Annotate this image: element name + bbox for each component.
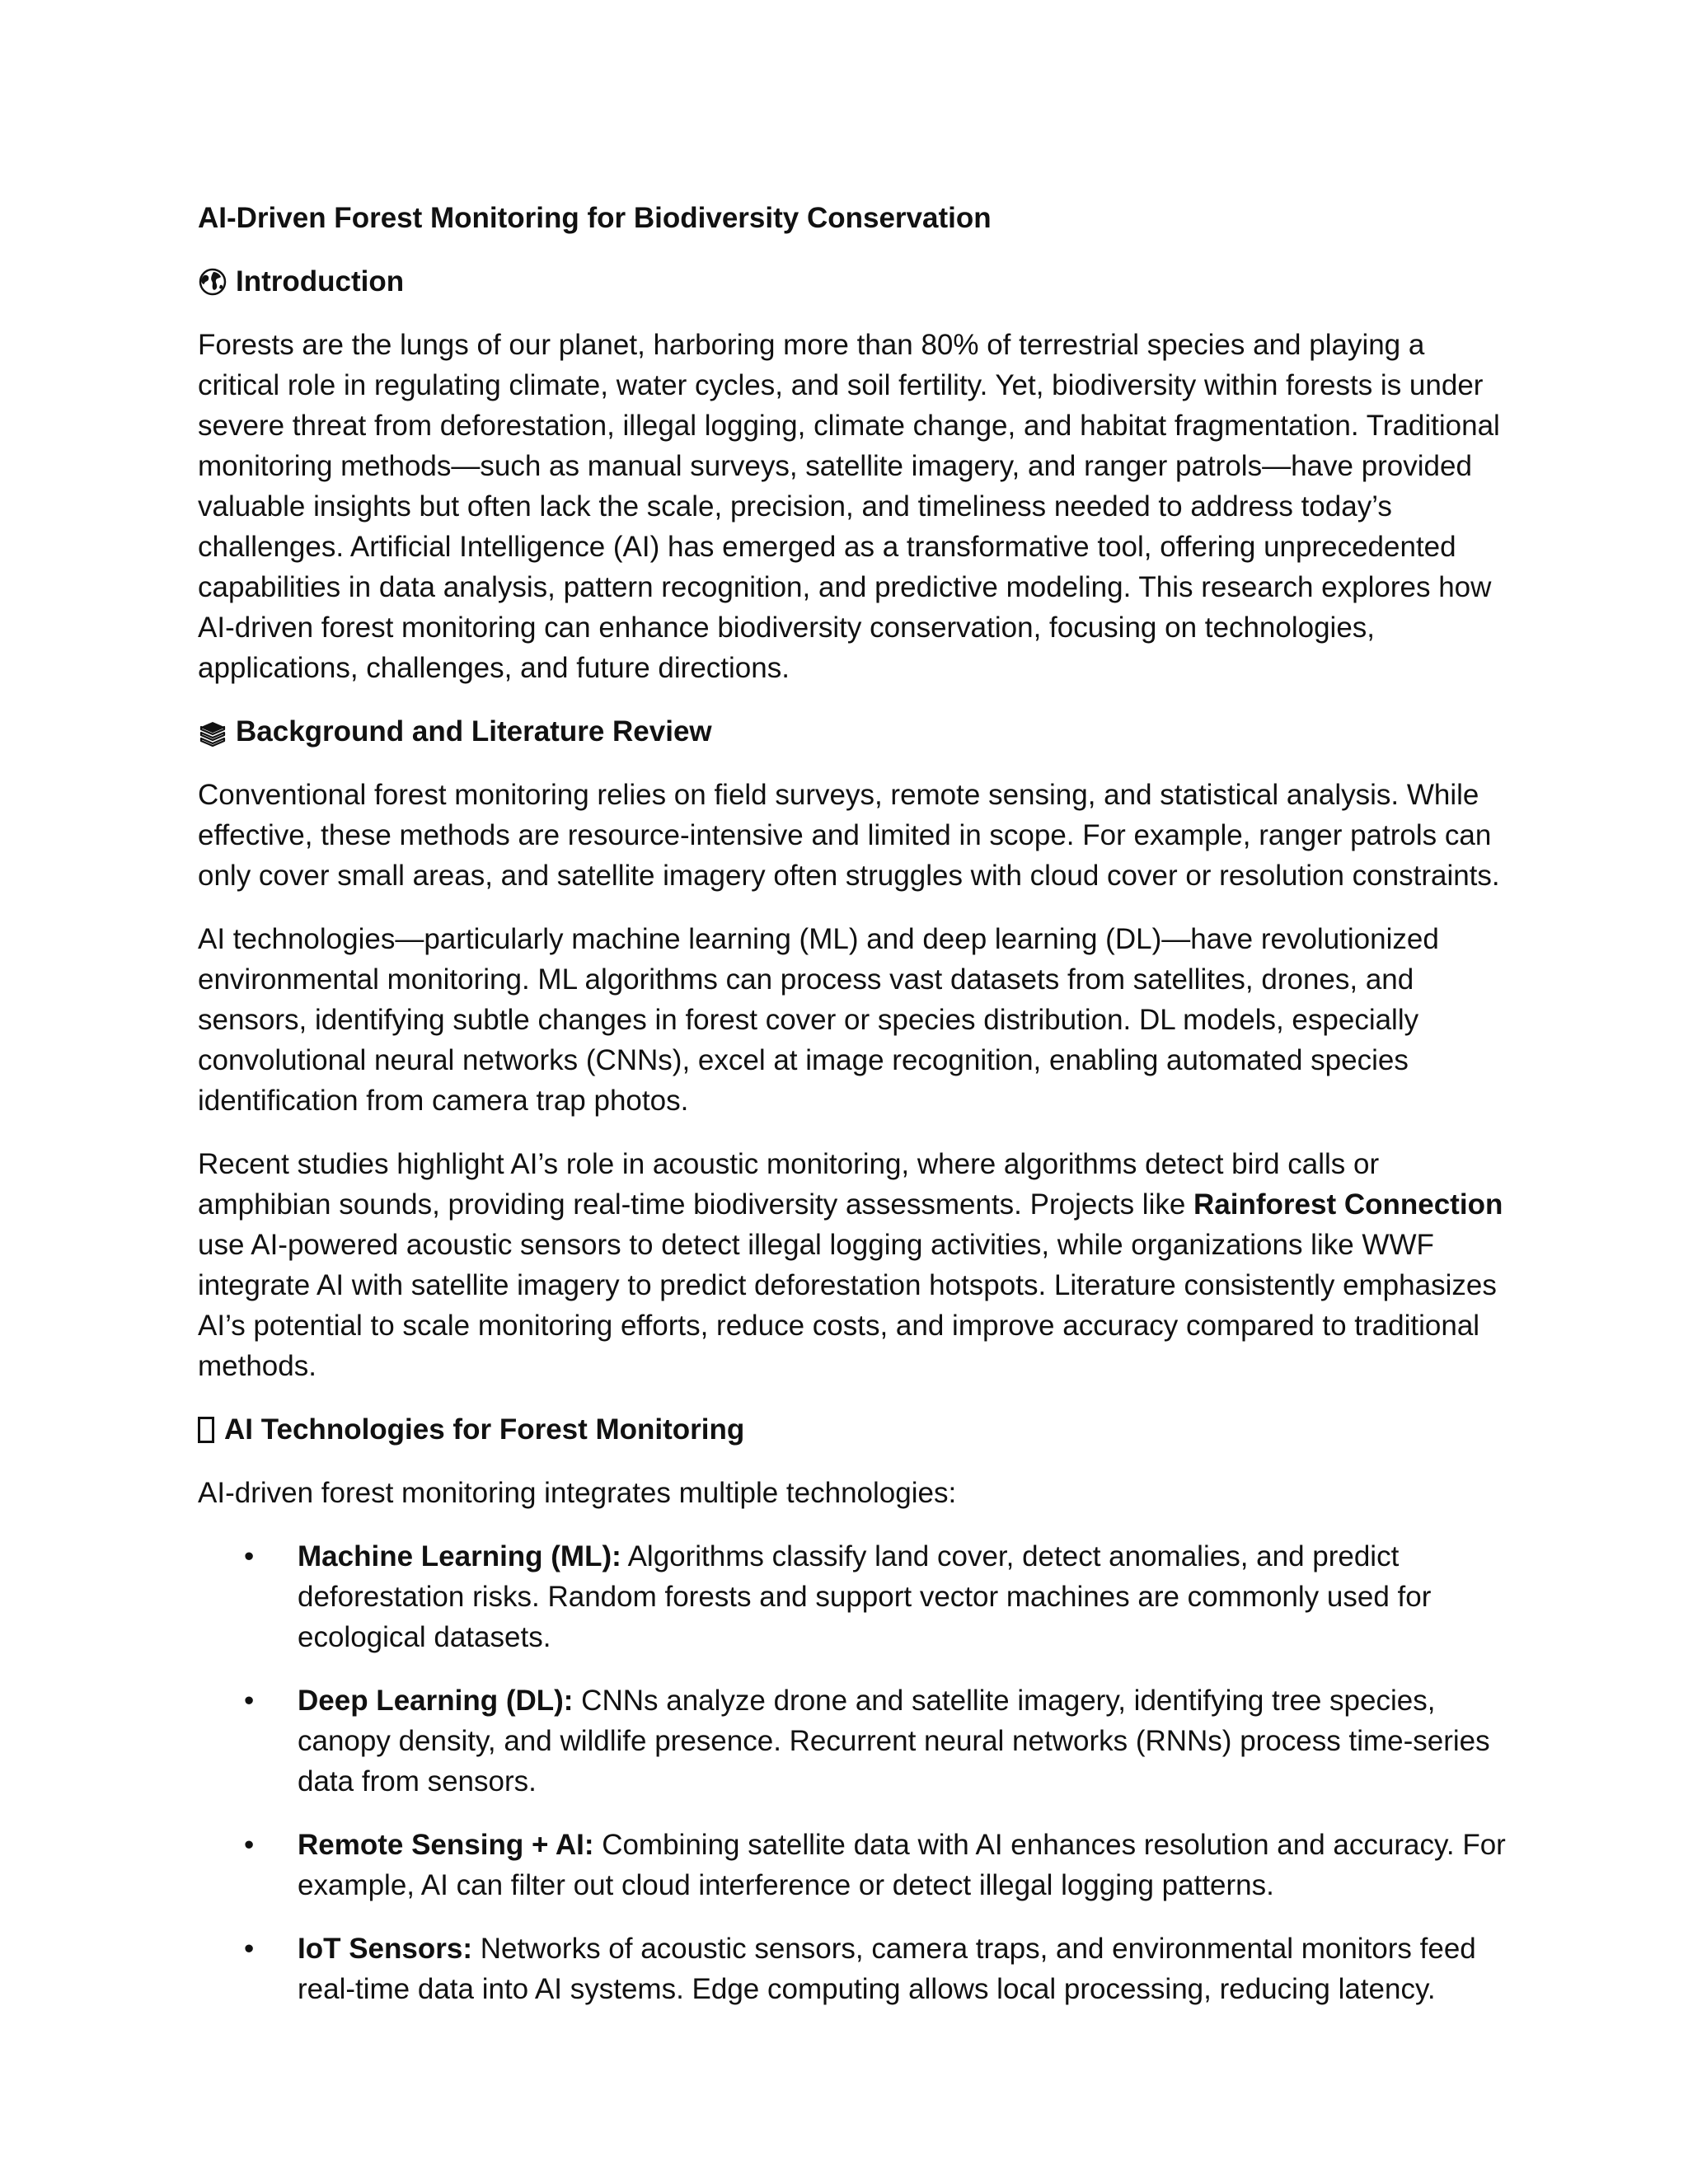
bullet-icon: • [244, 1685, 255, 1717]
background-paragraph-3-after: use AI-powered acoustic sensors to detect illegal logging activities, while organizations like WWF integrate AI with satellite imagery to predict deforestation hotspots. Literature consistently emphasizes AI’s potential to scale monitoring efforts, reduce costs, and improve accuracy compared to traditional methods. [198, 1229, 1497, 1382]
technologies-heading-label: AI Technologies for Forest Monitoring [224, 1413, 745, 1446]
books-icon [198, 717, 227, 747]
list-item-term: IoT Sensors: [298, 1933, 472, 1965]
bullet-icon: • [244, 1540, 255, 1572]
list-item-term: Remote Sensing + AI: [298, 1829, 594, 1861]
list-item-text: Networks of acoustic sensors, camera traps, and environmental monitors feed real-time data into AI systems. Edge computing allows local processing, reducing latency. [298, 1933, 1476, 2005]
introduction-heading [198, 261, 1508, 302]
background-heading-label: Background and Literature Review [236, 715, 712, 748]
background-paragraph-2: AI technologies—particularly machine learning (ML) and deep learning (DL)—have revolutionized environmental monitoring. ML algorithms can process vast datasets from satellites, drones, and sensors, identifying subtle changes in forest cover or species distribution. DL models, especially convolutional neural networks (CNNs), excel at image recognition, enabling automated species identification from camera trap photos. [198, 923, 1439, 1117]
bullet-icon: • [244, 1933, 255, 1965]
list-item [198, 1680, 1508, 1802]
list-item-text: CNNs analyze drone and satellite imagery, identifying tree species, canopy density, and wildlife presence. Recurrent neural networks (RNNs) process time-series data from sensors. [298, 1685, 1490, 1797]
bullet-icon: • [244, 1829, 255, 1861]
list-item-term: Machine Learning (ML): [298, 1540, 621, 1572]
list-item [198, 1825, 1508, 1905]
introduction-paragraph: Forests are the lungs of our planet, harboring more than 80% of terrestrial species and playing a critical role in regulating climate, water cycles, and soil fertility. Yet, biodiversity within forests is under severe threat from deforestation, illegal logging, climate change, and habitat fragmentation. Traditional monitoring methods—such as manual surveys, satellite imagery, and ranger patrols—have provided valuable insights but often lack the scale, precision, and timeliness needed to address today’s challenges. Artificial Intelligence (AI) has emerged as a transformative tool, offering unprecedented capabilities in data analysis, pattern recognition, and predictive modeling. This research explores how AI-driven forest monitoring can enhance biodiversity conservation, focusing on technologies, applications, challenges, and future directions. [198, 329, 1500, 684]
background-paragraph-3 [198, 1144, 1508, 1386]
rainforest-connection-bold: Rainforest Connection [1193, 1188, 1503, 1221]
globe-icon [198, 267, 227, 297]
missing-glyph-icon [198, 1417, 214, 1443]
background-paragraph-1: Conventional forest monitoring relies on field surveys, remote sensing, and statistical analysis. While effective, these methods are resource-intensive and limited in scope. For example, ranger patrols can only cover small areas, and satellite imagery often struggles with cloud cover or resolution constraints. [198, 779, 1500, 892]
list-item-term: Deep Learning (DL): [298, 1685, 574, 1717]
introduction-heading-label: Introduction [236, 265, 405, 298]
list-item [198, 1536, 1508, 1657]
technologies-intro: AI-driven forest monitoring integrates multiple technologies: [198, 1477, 957, 1509]
background-paragraph-3-before: Recent studies highlight AI’s role in acoustic monitoring, where algorithms detect bird calls or amphibian sounds, providing real-time biodiversity assessments. Projects like [198, 1148, 1380, 1221]
list-item-text: Algorithms classify land cover, detect anomalies, and predict deforestation risks. Random forests and support vector machines are commonly used for ecological datasets. [298, 1540, 1432, 1653]
document-page [198, 198, 1508, 2032]
technologies-list [198, 1536, 1508, 2009]
list-item [198, 1929, 1508, 2009]
list-item-text: Combining satellite data with AI enhances resolution and accuracy. For example, AI can filter out cloud interference or detect illegal logging patterns. [298, 1829, 1506, 1901]
document-title: AI-Driven Forest Monitoring for Biodiversity Conservation [198, 202, 992, 234]
background-heading [198, 711, 1508, 752]
technologies-heading [198, 1409, 1508, 1450]
